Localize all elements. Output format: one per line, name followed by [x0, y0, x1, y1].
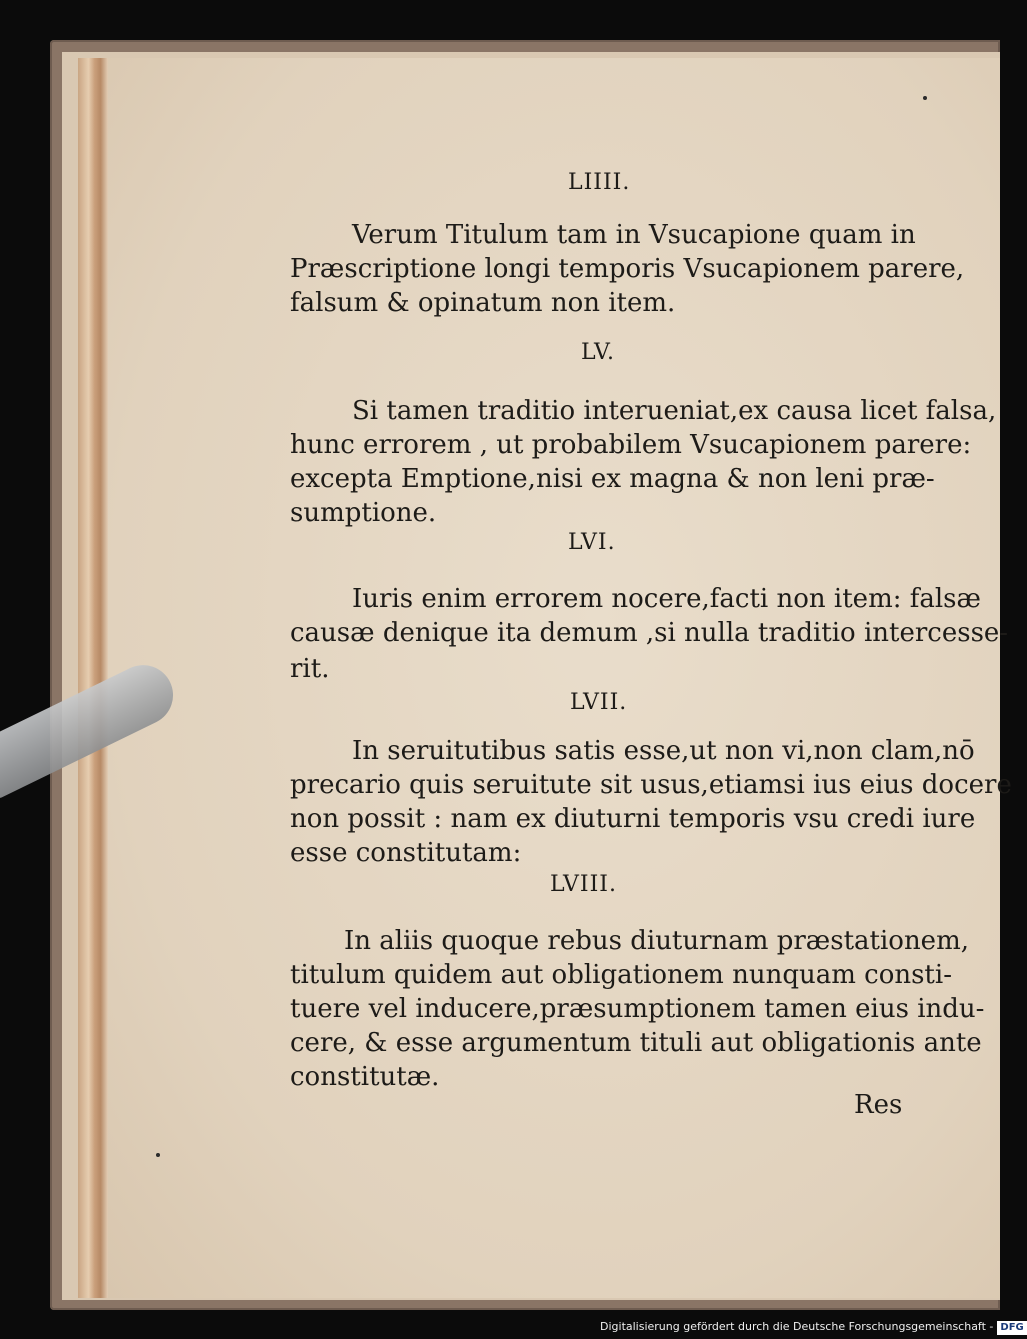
- text-line: esse constitutam:: [290, 838, 522, 868]
- section-number: LVII.: [570, 690, 628, 715]
- text-line: sumptione.: [290, 498, 437, 528]
- section-number: LVI.: [568, 530, 616, 555]
- text-line: hunc errorem , ut probabilem Vsucapionem parere:: [290, 430, 972, 460]
- section-number: LVIII.: [550, 872, 617, 897]
- text-line: titulum quidem aut obligationem nunquam consti-: [290, 960, 952, 990]
- text-line: causæ denique ita demum ,si nulla traditio intercesse-: [290, 618, 1009, 648]
- text-line: cere, & esse argumentum tituli aut obligationis ante: [290, 1028, 982, 1058]
- text-line: non possit : nam ex diuturni temporis vsu credi iure: [290, 804, 976, 834]
- section-number: LIIII.: [568, 170, 631, 195]
- text-line: Si tamen traditio interueniat,ex causa licet falsa,: [352, 396, 997, 426]
- text-line: falsum & opinatum non item.: [290, 288, 676, 318]
- text-line: Verum Titulum tam in Vsucapione quam in: [352, 220, 916, 250]
- text-line: In seruitutibus satis esse,ut non vi,non clam,nō: [352, 736, 975, 766]
- catchword: Res: [854, 1090, 903, 1120]
- text-line: In aliis quoque rebus diuturnam præstationem,: [344, 926, 969, 956]
- text-line: Præscriptione longi temporis Vsucapionem parere,: [290, 254, 965, 284]
- text-line: rit.: [290, 654, 330, 684]
- text-line: excepta Emptione,nisi ex magna & non leni præ-: [290, 464, 935, 494]
- text-line: constitutæ.: [290, 1062, 440, 1092]
- text-line: tuere vel inducere,præsumptionem tamen eius indu-: [290, 994, 985, 1024]
- footer-text: Digitalisierung gefördert durch die Deutsche Forschungsgemeinschaft -: [600, 1320, 994, 1333]
- text-line: precario quis seruitute sit usus,etiamsi ius eius docere: [290, 770, 1012, 800]
- text-line: Iuris enim errorem nocere,facti non item: falsæ: [352, 584, 981, 614]
- ink-spot: [156, 1153, 160, 1157]
- page-edges: [78, 58, 108, 1298]
- ink-spot: [923, 96, 927, 100]
- footer-credit: [600, 1316, 1027, 1338]
- dfg-logo: DFG: [997, 1321, 1026, 1335]
- section-number: LV.: [581, 340, 616, 365]
